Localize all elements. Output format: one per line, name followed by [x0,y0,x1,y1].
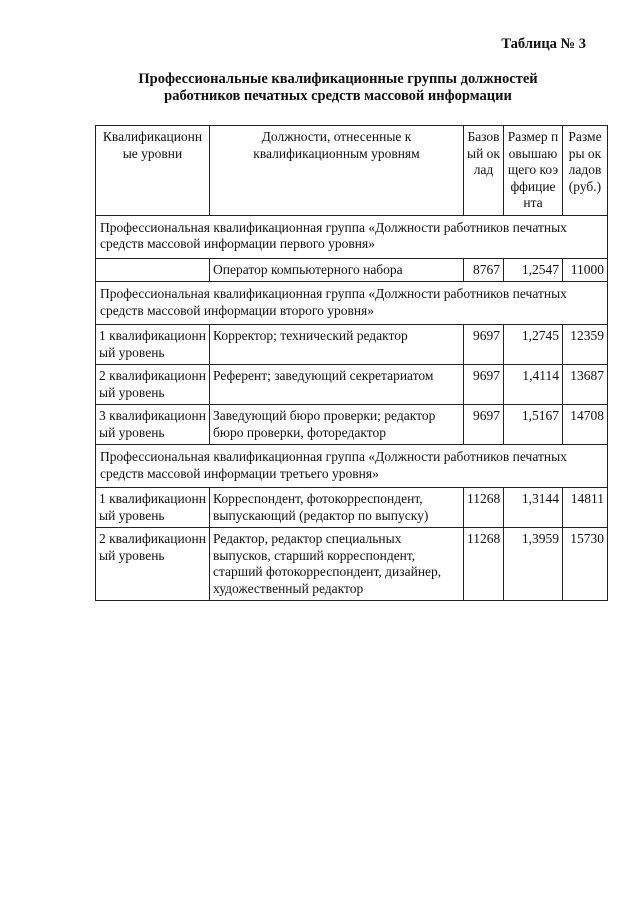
cell-coefficient: 1,3144 [504,488,563,528]
header-salary: Размеры окладов (руб.) [563,126,608,216]
cell-level: 2 квалификационный уровень [96,365,210,405]
document-title [96,71,580,105]
cell-base-salary: 11268 [464,488,504,528]
header-level: Квалификационные уровни [96,126,210,216]
cell-level: 1 квалификационный уровень [96,325,210,365]
cell-positions: Редактор, редактор специальных выпусков, старший корреспондент, старший фотокорреспондент, дизайнер, художественный редактор [210,528,464,601]
cell-level: 1 квалификационный уровень [96,488,210,528]
cell-salary: 13687 [563,365,608,405]
cell-salary: 15730 [563,528,608,601]
cell-level: 3 квалификационный уровень [96,405,210,445]
cell-coefficient: 1,3959 [504,528,563,601]
cell-positions: Заведующий бюро проверки; редактор бюро проверки, фоторедактор [210,405,464,445]
group-row [96,215,608,258]
table-row [96,365,608,405]
group-title: Профессиональная квалификационная группа «Должности работников печатных средств массовой информации второго уровня» [96,282,608,325]
cell-salary: 14708 [563,405,608,445]
cell-coefficient: 1,2745 [504,325,563,365]
cell-positions: Корреспондент, фотокорреспондент, выпускающий (редактор по выпуску) [210,488,464,528]
header-positions: Должности, отнесенные к квалификационным уровням [210,126,464,216]
header-base-salary: Базовый оклад [464,126,504,216]
cell-salary: 11000 [563,258,608,282]
table-number-label: Таблица № 3 [501,36,586,52]
table-row [96,528,608,601]
cell-coefficient: 1,4114 [504,365,563,405]
cell-salary: 14811 [563,488,608,528]
cell-coefficient: 1,5167 [504,405,563,445]
cell-base-salary: 11268 [464,528,504,601]
group-row [96,445,608,488]
cell-positions: Корректор; технический редактор [210,325,464,365]
group-row [96,282,608,325]
cell-base-salary: 9697 [464,365,504,405]
table-row [96,488,608,528]
cell-level [96,258,210,282]
cell-positions: Референт; заведующий секретариатом [210,365,464,405]
table-header-row [96,126,608,216]
group-title: Профессиональная квалификационная группа «Должности работников печатных средств массовой информации третьего уровня» [96,445,608,488]
cell-base-salary: 9697 [464,405,504,445]
group-title: Профессиональная квалификационная группа «Должности работников печатных средств массовой информации первого уровня» [96,215,608,258]
table-row [96,325,608,365]
title-line-2: работников печатных средств массовой информации [164,88,512,104]
table-row [96,405,608,445]
cell-base-salary: 8767 [464,258,504,282]
title-line-1: Профессиональные квалификационные группы должностей [138,71,538,87]
cell-positions: Оператор компьютерного набора [210,258,464,282]
table-row [96,258,608,282]
cell-level: 2 квалификационный уровень [96,528,210,601]
cell-base-salary: 9697 [464,325,504,365]
cell-salary: 12359 [563,325,608,365]
qualification-groups-table [95,125,608,601]
header-coefficient: Размер повышающего коэффициента [504,126,563,216]
cell-coefficient: 1,2547 [504,258,563,282]
